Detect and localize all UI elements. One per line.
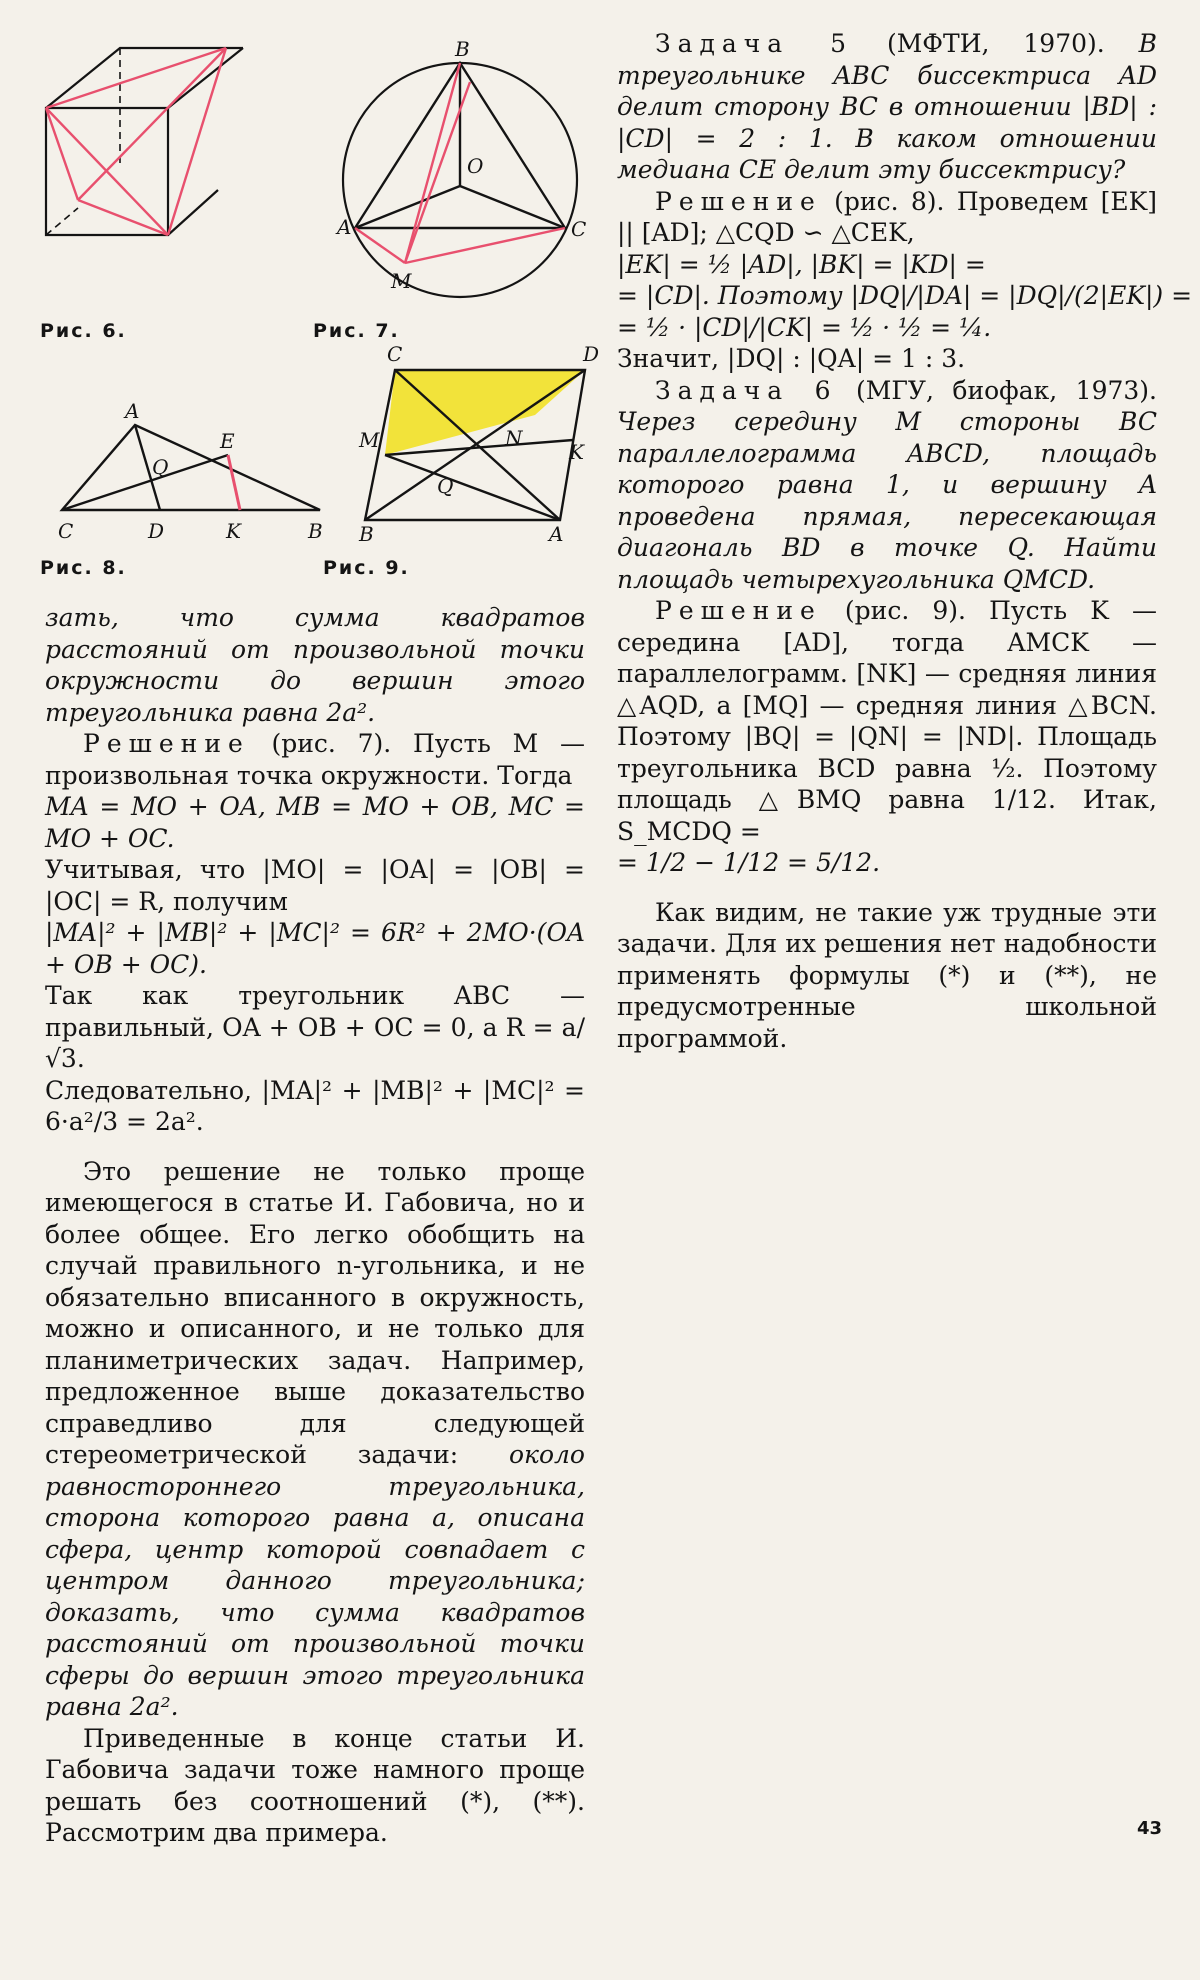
problem-6-source: (МГУ, биофак, 1973). <box>856 375 1157 405</box>
vector-equations: MA = MO + OA, MB = MO + OB, MC = MO + OC. <box>45 792 585 853</box>
problem-5-text: В треугольнике ABC биссектриса AD делит сторону BC в отношении |BD| : |CD| = 2 : 1. В каком отношении медиана CE делит эту биссектрису? <box>617 29 1158 184</box>
solution-5-label: Решение <box>655 186 822 216</box>
figure-9-parallelogram <box>355 342 600 546</box>
label-B: B <box>455 37 470 61</box>
figure-6-cube <box>38 40 228 240</box>
problem-statement-end: зать, что сумма квадратов расстояний от произвольной точки окружности до вершин этого треугольника равна 2a². <box>45 603 585 727</box>
solution-5-formula-2: = |CD|. Поэтому |DQ|/|DA| = |DQ|/(2|EK|) = <box>617 281 1193 310</box>
problem-6-label: Задача 6 <box>655 375 838 405</box>
label-D: D <box>148 519 165 543</box>
solution-step-2: Так как треугольник ABC — правильный, OA + OB + OC = 0, а R = a/√3. <box>45 981 585 1073</box>
article-conclusion: Как видим, не такие уж трудные эти задачи. Для их решения нет надобности применять формулы (*) и (**), не предусмотренные школьной программой. <box>617 897 1157 1053</box>
figure-7-circle-triangle <box>325 38 595 303</box>
solution-6-label: Решение <box>655 596 822 625</box>
label-A: A <box>337 215 352 239</box>
left-column <box>45 602 585 1849</box>
figure-8-triangle <box>50 400 335 545</box>
label-B: B <box>359 522 374 546</box>
right-column <box>617 28 1193 1054</box>
figure-9-caption: Рис. 9. <box>323 557 410 579</box>
generalization-paragraph <box>45 1156 585 1723</box>
generalization-text: Это решение не только проще имеющегося в статье И. Габовича, но и более общее. Его легко обобщить на случай правильного n-угольника, и не обязательно вписанного в окружность, можно и описанного, и не только для планиметрических задач. Например, предложенное выше доказательство справедливо для следующей стереометрической задачи: <box>45 1156 585 1469</box>
label-M: M <box>391 269 412 293</box>
label-C: C <box>58 519 74 543</box>
label-Q: Q <box>152 455 169 479</box>
figure-7-caption: Рис. 7. <box>313 320 400 342</box>
label-O: O <box>467 154 484 178</box>
label-N: N <box>505 426 523 450</box>
stereometric-problem: около равностороннего треугольника, сторона которого равна a, описана сфера, центр которой совпадает с центром данного треугольника; доказать, что сумма квадратов расстояний от произвольной точки сферы до вершин этого треугольника равна 2a². <box>45 1440 585 1721</box>
figure-8-caption: Рис. 8. <box>40 557 127 579</box>
solution-step-3: Следовательно, |MA|² + |MB|² + |MC|² = 6·a²/3 = 2a². <box>45 1075 585 1136</box>
solution-6 <box>617 595 1157 847</box>
label-A: A <box>549 522 564 546</box>
problem-5-label: Задача 5 <box>655 29 854 58</box>
label-K: K <box>226 519 241 543</box>
solution-step-1: Учитывая, что |MO| = |OA| = |OB| = |OC| = R, получим <box>45 855 585 916</box>
problem-6-header <box>617 375 1157 596</box>
closing-paragraph: Приведенные в конце статьи И. Габовича задачи тоже намного проще решать без соотношений (*), (**). Рассмотрим два примера. <box>45 1723 585 1847</box>
label-M: M <box>359 428 380 452</box>
label-C: C <box>571 217 587 241</box>
solution-5-formula-1: |EK| = ½ |AD|, |BK| = |KD| = <box>617 249 986 279</box>
solution-6-formula: = 1/2 − 1/12 = 5/12. <box>617 848 881 877</box>
solution-label: Решение <box>83 729 250 758</box>
solution-text: (рис. 7). Пусть M — произвольная точка окружности. Тогда <box>45 729 585 790</box>
label-D: D <box>583 342 600 366</box>
solution-5 <box>617 186 1157 249</box>
label-Q: Q <box>437 474 454 498</box>
problem-5-header <box>617 28 1157 186</box>
label-C: C <box>387 342 403 366</box>
problem-5-source: (МФТИ, 1970). <box>886 29 1105 58</box>
formula-sum-squares: |MA|² + |MB|² + |MC|² = 6R² + 2MO·(OA + OB + OC). <box>45 918 585 979</box>
figure-6-caption: Рис. 6. <box>40 320 127 342</box>
solution-6-text: (рис. 9). Пусть K — середина [AD], тогда AMCK — параллелограмм. [NK] — средняя линия △AQD, а [MQ] — средняя линия △BCN. Поэтому |BQ| = |QN| = |ND|. Площадь треугольника BCD равна ½. Поэтому площадь △BMQ равна 1/12. Итак, S_MCDQ = <box>617 596 1157 846</box>
solution-fig7 <box>45 728 585 791</box>
solution-5-conclusion: Значит, |DQ| : |QA| = 1 : 3. <box>617 344 966 373</box>
label-E: E <box>220 429 235 453</box>
problem-6-text: Через середину M стороны BC параллелограмма ABCD, площадь которого равна 1, и вершину A проведена прямая, пересекающая диагональ BD в точке Q. Найти площадь четырехугольника QMCD. <box>617 407 1157 594</box>
solution-5-text: (рис. 8). Проведем [EK] || [AD]; △CQD ∽ △CEK, <box>617 186 1158 247</box>
label-B: B <box>308 519 323 543</box>
label-A: A <box>125 399 140 423</box>
solution-5-formula-3: = ½ · |CD|/|CK| = ½ · ½ = ¼. <box>617 312 992 342</box>
page-number: 43 <box>1136 1818 1162 1839</box>
label-K: K <box>569 440 584 464</box>
